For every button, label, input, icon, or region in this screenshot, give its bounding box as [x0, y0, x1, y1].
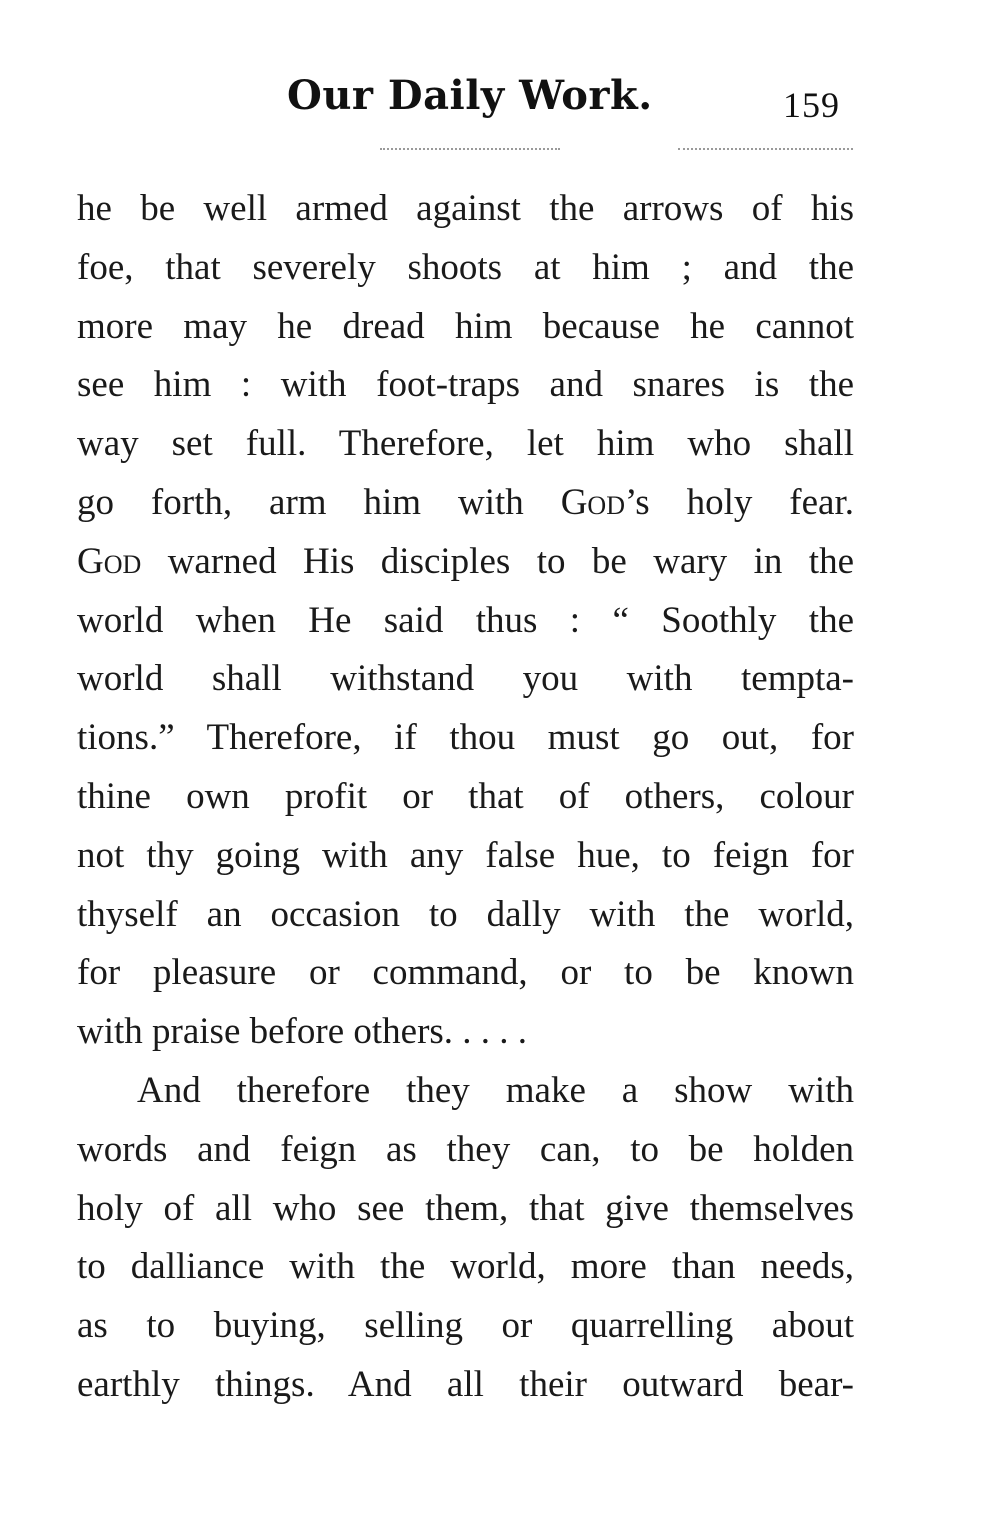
- text-line: for pleasure or command, or to be known: [77, 952, 854, 994]
- text-line: holy of all who see them, that give themselves: [77, 1187, 854, 1229]
- text-line: tions.” Therefore, if thou must go out, for: [77, 717, 854, 759]
- text-line: thyself an occasion to dally with the world,: [77, 893, 854, 935]
- text-line: words and feign as they can, to be holden: [77, 1128, 854, 1170]
- text-line: he be well armed against the arrows of his: [77, 188, 854, 229]
- text-line: And therefore they make a show with: [137, 1069, 854, 1111]
- text-line: way set full. Therefore, let him who shall: [77, 423, 854, 465]
- text-line: see him : with foot-traps and snares is the: [77, 364, 854, 406]
- text-line: not thy going with any false hue, to feign for: [77, 834, 854, 876]
- text-line: world when He said thus : “ Soothly the: [77, 599, 854, 641]
- text-line: world shall withstand you with tempta-: [77, 658, 854, 700]
- text-line: with praise before others. . . . .: [77, 1011, 528, 1053]
- header-rule-left: [380, 148, 560, 152]
- text-line: to dalliance with the world, more than needs,: [77, 1246, 854, 1288]
- running-title: Our Daily Work.: [287, 72, 653, 119]
- text-line: earthly things. And all their outward bear-: [77, 1363, 854, 1405]
- header-rule-right: [678, 148, 853, 152]
- text-line: foe, that severely shoots at him ; and the: [77, 246, 854, 288]
- paragraph-1: [77, 180, 854, 1062]
- text-line: thine own profit or that of others, colour: [77, 775, 854, 817]
- small-caps-god: God: [77, 540, 142, 582]
- running-head: [0, 72, 1000, 132]
- small-caps-god: God: [560, 481, 625, 523]
- text-line: as to buying, selling or quarrelling about: [77, 1305, 854, 1347]
- text-line: more may he dread him because he cannot: [77, 305, 854, 347]
- text-line: go forth, arm him with God’s holy fear.: [77, 481, 854, 523]
- paragraph-2: [77, 1062, 854, 1415]
- page-number: 159: [783, 85, 840, 125]
- text-line: God warned His disciples to be wary in the: [77, 540, 854, 582]
- body-text: [77, 180, 854, 1415]
